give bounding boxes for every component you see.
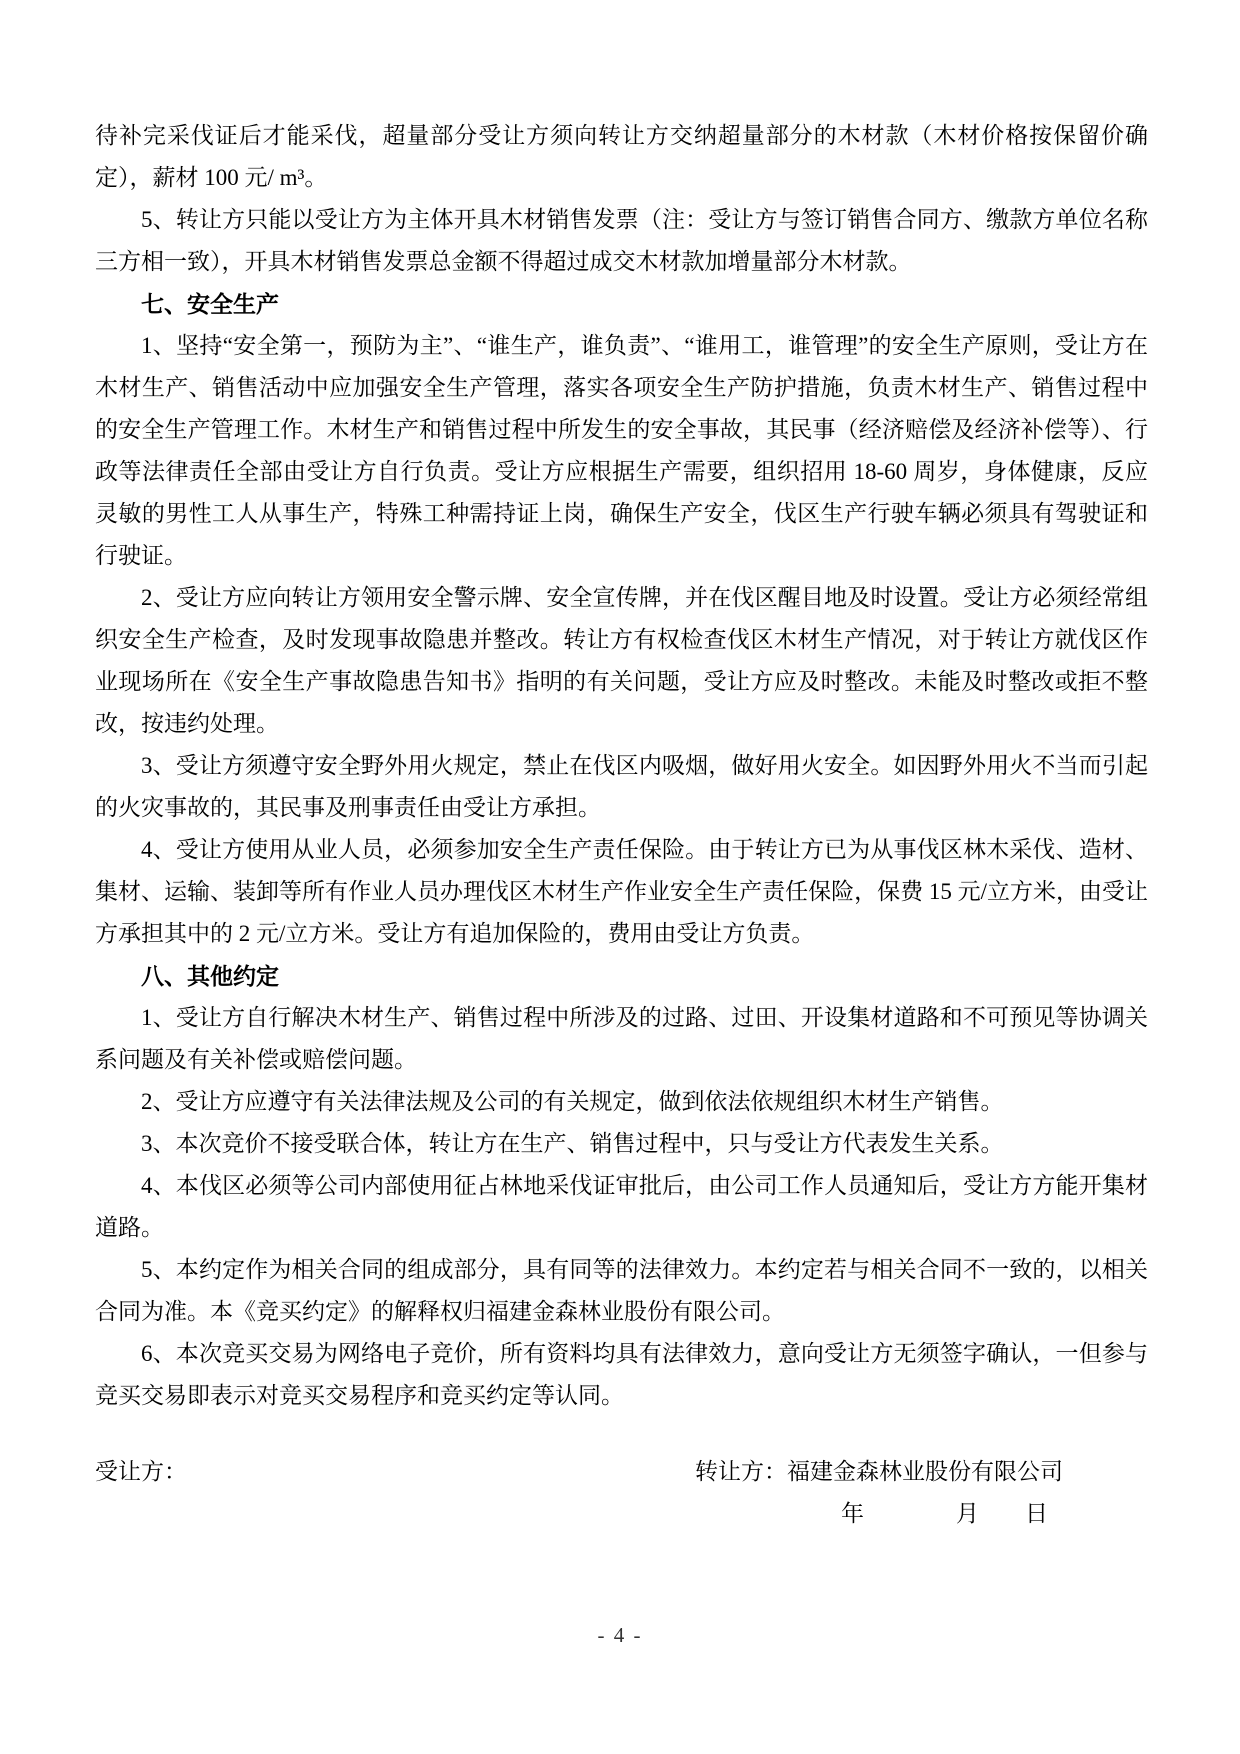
section-heading: 八、其他约定 (141, 963, 279, 989)
document-body (95, 115, 1148, 1417)
paragraph: 1、受让方自行解决木材生产、销售过程中所涉及的过路、过田、开设集材道路和不可预见等协调关系问题及有关补偿或赔偿问题。 (95, 1005, 1148, 1072)
paragraph: 4、受让方使用从业人员，必须参加安全生产责任保险。由于转让方已为从事伐区林木采伐、造材、集材、运输、装卸等所有作业人员办理伐区木材生产作业安全生产责任保险，保费 15 元/立方米，由受让方承担其中的 2 元/立方米。受让方有追加保险的，费用由受让方负责。 (95, 837, 1148, 946)
paragraph: 1、坚持“安全第一，预防为主”、“谁生产，谁负责”、“谁用工，谁管理”的安全生产原则，受让方在木材生产、销售活动中应加强安全生产管理，落实各项安全生产防护措施，负责木材生产、销售过程中的安全生产管理工作。木材生产和销售过程中所发生的安全事故，其民事（经济赔偿及经济补偿等）、行政等法律责任全部由受让方自行负责。受让方应根据生产需要，组织招用 18-60 周岁，身体健康，反应灵敏的男性工人从事生产，特殊工种需持证上岗，确保生产安全，伐区生产行驶车辆必须具有驾驶证和行驶证。 (95, 333, 1148, 568)
paragraph: 2、受让方应遵守有关法律法规及公司的有关规定，做到依法依规组织木材生产销售。 (141, 1089, 1004, 1114)
paragraph: 4、本伐区必须等公司内部使用征占林地采伐证审批后，由公司工作人员通知后，受让方方能开集材道路。 (95, 1173, 1148, 1240)
paragraph: 3、受让方须遵守安全野外用火规定，禁止在伐区内吸烟，做好用火安全。如因野外用火不当而引起的火灾事故的，其民事及刑事责任由受让方承担。 (95, 753, 1148, 820)
signature-transferee-label: 受让方： (95, 1459, 187, 1484)
paragraph: 待补完采伐证后才能采伐，超量部分受让方须向转让方交纳超量部分的木材款（木材价格按保留价确定），薪材 100 元/ m³。 (95, 123, 1148, 190)
section-heading: 七、安全生产 (141, 291, 279, 317)
signature-row (95, 1451, 1148, 1493)
paragraph: 2、受让方应向转让方领用安全警示牌、安全宣传牌，并在伐区醒目地及时设置。受让方必须经常组织安全生产检查，及时发现事故隐患并整改。转让方有权检查伐区木材生产情况，对于转让方就伐区作业现场所在《安全生产事故隐患告知书》指明的有关问题，受让方应及时整改。未能及时整改或拒不整改，按违约处理。 (95, 585, 1148, 736)
signature-transferor-label: 转让方：福建金森林业股份有限公司 (695, 1459, 1063, 1484)
page-number: - 4 - (597, 1623, 643, 1647)
paragraph: 3、本次竞价不接受联合体，转让方在生产、销售过程中，只与受让方代表发生关系。 (141, 1131, 1004, 1156)
paragraph: 5、转让方只能以受让方为主体开具木材销售发票（注：受让方与签订销售合同方、缴款方单位名称三方相一致），开具木材销售发票总金额不得超过成交木材款加增量部分木材款。 (95, 207, 1148, 274)
signature-date-line: 年 月 日 (841, 1501, 1048, 1526)
paragraph: 5、本约定作为相关合同的组成部分，具有同等的法律效力。本约定若与相关合同不一致的，以相关合同为准。本《竞买约定》的解释权归福建金森林业股份有限公司。 (95, 1257, 1148, 1324)
paragraph: 6、本次竞买交易为网络电子竞价，所有资料均具有法律效力，意向受让方无须签字确认，一但参与竞买交易即表示对竞买交易程序和竞买约定等认同。 (95, 1341, 1148, 1408)
